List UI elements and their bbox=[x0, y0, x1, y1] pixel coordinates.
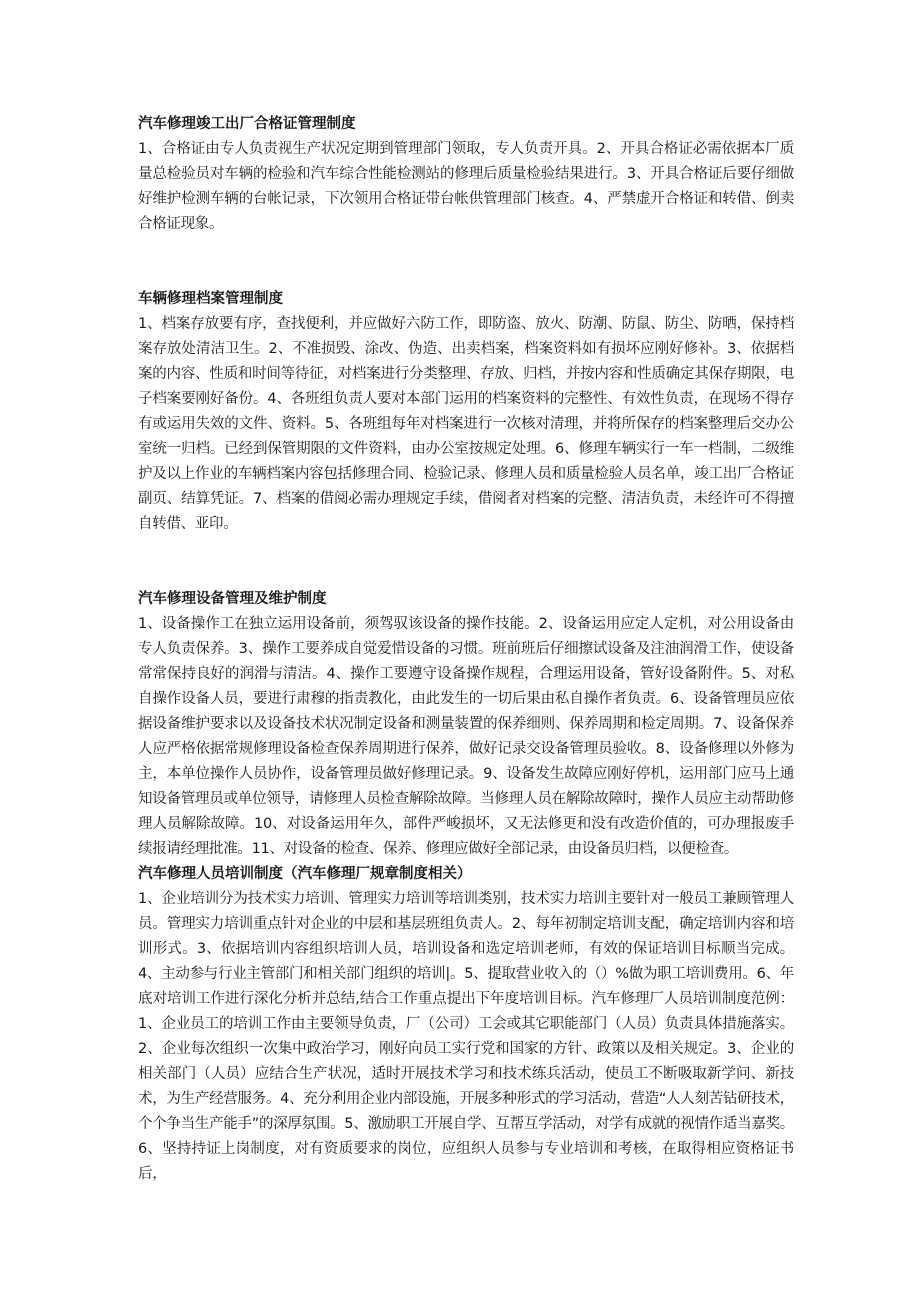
document-page bbox=[138, 112, 794, 1187]
section-title: 汽车修理人员培训制度（汽车修理厂规章制度相关） bbox=[138, 866, 472, 882]
section-certificate-management bbox=[138, 112, 794, 237]
section-body: 1、合格证由专人负责视生产状况定期到管理部门领取，专人负责开具。2、开具合格证必需依据本厂质量总检验员对车辆的检验和汽车综合性能检测站的修理后质量检验结果进行。3、开具合格证后要仔细做好维护检测车辆的台帐记录，下次领用合格证带台帐供管理部门核查。4、严禁虚开合格证和转借、倒卖合格证现象。 bbox=[138, 141, 794, 232]
section-spacer bbox=[138, 537, 794, 587]
section-body: 1、企业培训分为技术实力培训、管理实力培训等培训类别，技术实力培训主要针对一般员工兼顾管理人员。管理实力培训重点针对企业的中层和基层班组负责人。2、每年初制定培训支配，确定培训内容和培训形式。3、依据培训内容组织培训人员，培训设备和选定培训老师，有效的保证培训目标顺当完成。4、主动参与行业主管部门和相关部门组织的培训|。5、提取营业收入的（）%做为职工培训费用。6、年底对培训工作进行深化分析并总结,结合工作重点提出下年度培训目标。汽车修理厂人员培训制度范例：1、企业员工的培训工作由主要领导负责，厂（公司）工会或其它职能部门（人员）负责具体措施落实。2、企业每次组织一次集中政治学习，刚好向员工实行党和国家的方针、政策以及相关规定。3、企业的相关部门（人员）应结合生产状况，适时开展技术学习和技术练兵活动，使员工不断吸取新学问、新技术，为生产经营服务。4、充分利用企业内部设施，开展多种形式的学习活动，营造“人人刻苦钻研技术，个个争当生产能手”的深厚氛围。5、激励职工开展自学、互帮互学活动，对学有成就的视情作适当嘉奖。6、坚持持证上岗制度，对有资质要求的岗位，应组织人员参与专业培训和考核，在取得相应资格证书后， bbox=[138, 891, 794, 1182]
section-personnel-training bbox=[138, 862, 794, 1187]
section-spacer bbox=[138, 237, 794, 287]
section-title: 汽车修理设备管理及维护制度 bbox=[138, 591, 327, 607]
section-title: 车辆修理档案管理制度 bbox=[138, 291, 283, 307]
section-body: 1、设备操作工在独立运用设备前，须驾驭该设备的操作技能。2、设备运用应定人定机，对公用设备由专人负责保养。3、操作工要养成自觉爱惜设备的习惯。班前班后仔细擦试设备及注油润滑工作，使设备常常保持良好的润滑与清洁。4、操作工要遵守设备操作规程，合理运用设备，管好设备附件。5、对私自操作设备人员，要进行肃穆的指责教化，由此发生的一切后果由私自操作者负责。6、设备管理员应依据设备维护要求以及设备技术状况制定设备和测量装置的保养细则、保养周期和检定周期。7、设备保养人应严格依据常规修理设备检查保养周期进行保养，做好记录交设备管理员验收。8、设备修理以外修为主，本单位操作人员协作，设备管理员做好修理记录。9、设备发生故障应刚好停机，运用部门应马上通知设备管理员或单位领导，请修理人员检查解除故障。当修理人员在解除故障时，操作人员应主动帮助修理人员解除故障。10、对设备运用年久，部件严峻损坏，又无法修更和没有改造价值的，可办理报废手续报请经理批准。11、对设备的检查、保养、修理应做好全部记录，由设备员归档，以便检查。 bbox=[138, 616, 794, 857]
section-equipment-management bbox=[138, 587, 794, 862]
section-archive-management bbox=[138, 287, 794, 537]
section-body: 1、档案存放要有序，查找便利，并应做好六防工作，即防盗、放火、防潮、防鼠、防尘、防晒，保持档案存放处清洁卫生。2、不准损毁、涂改、伪造、出卖档案，档案资料如有损坏应刚好修补。3、依据档案的内容、性质和时间等待征，对档案进行分类整理、存放、归档，并按内容和性质确定其保存期限，电子档案要刚好备份。4、各班组负责人要对本部门运用的档案资料的完整性、有效性负责，在现场不得存有或运用失效的文件、资料。5、各班组每年对档案进行一次核对清理，并将所保存的档案整理后交办公室统一归档。已经到保管期限的文件资料，由办公室按规定处理。6、修理车辆实行一车一档制，二级维护及以上作业的车辆档案内容包括修理合同、检验记录、修理人员和质量检验人员名单，竣工出厂合格证副页、结算凭证。7、档案的借阅必需办理规定手续，借阅者对档案的完整、清洁负责，未经许可不得擅自转借、亚印。 bbox=[138, 316, 794, 532]
section-title: 汽车修理竣工出厂合格证管理制度 bbox=[138, 116, 356, 132]
